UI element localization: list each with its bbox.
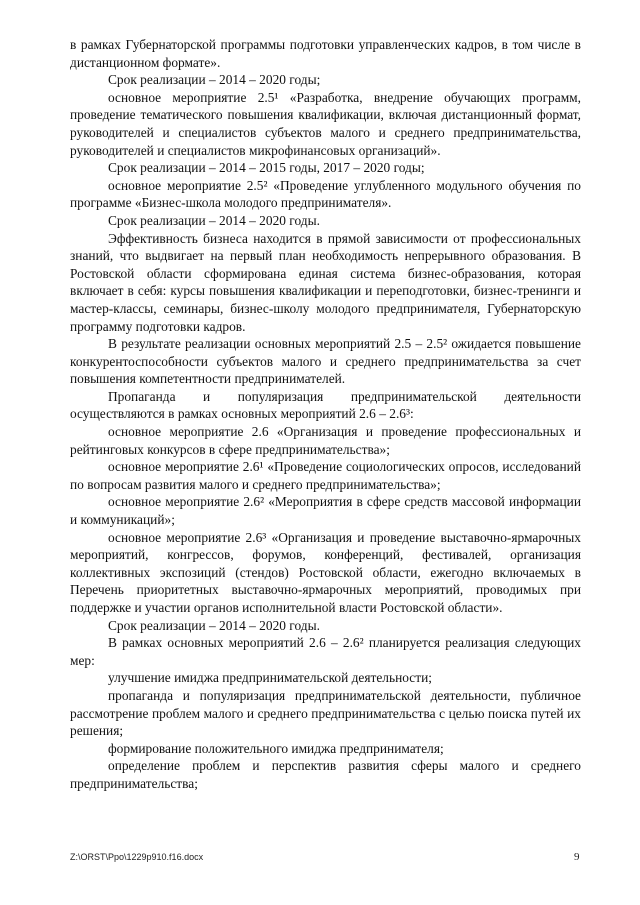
paragraph: формирование положительного имиджа предпринимателя; <box>108 740 444 756</box>
paragraph: улучшение имиджа предпринимательской деятельности; <box>108 670 432 686</box>
paragraph: основное мероприятие 2.5² «Проведение углубленного модульного обучения по программе «Бизнес-школа молодого предпринимателя». <box>70 177 581 211</box>
paragraph: основное мероприятие 2.6 «Организация и проведение профессиональных и рейтинговых конкурсов в сфере предпринимательства»; <box>70 424 581 457</box>
paragraph: Эффективность бизнеса находится в прямой зависимости от профессиональных знаний, что выдвигает на первый план необходимость непрерывного образования. В Ростовской области сформирована единая система бизнес-образования, которая включает в себя: курсы повышения квалификации и переподготовки, бизнес-тренинги и мастер-классы, семинары, бизнес-школу молодого предпринимателя, Губернаторскую программу подготовки кадров. <box>70 230 581 334</box>
paragraph: основное мероприятие 2.6³ «Организация и проведение выставочно-ярмарочных мероприятий, конгрессов, форумов, конференций, фестивалей, организация коллективных экспозиций (стендов) Ростовской области, ежегодно включаемых в Перечень приоритетных выставочно-ярмарочных мероприятий, проводимых при поддержке и участии органов исполнительной власти Ростовской области». <box>70 529 581 615</box>
paragraph: основное мероприятие 2.6¹ «Проведение социологических опросов, исследований по вопросам развития малого и среднего предпринимательства»; <box>70 459 581 492</box>
paragraph: определение проблем и перспектив развития сферы малого и среднего предпринимательства; <box>70 758 581 791</box>
paragraph: пропаганда и популяризация предпринимательской деятельности, публичное рассмотрение проблем малого и среднего предпринимательства с целью поиска путей их решения; <box>70 687 581 739</box>
page-number: 9 <box>574 851 580 863</box>
paragraph: основное мероприятие 2.6² «Мероприятия в сфере средств массовой информации и коммуникаций»; <box>70 494 581 528</box>
document-body <box>70 36 581 793</box>
paragraph: Срок реализации – 2014 – 2020 годы. <box>108 212 320 228</box>
paragraph: В рамках основных мероприятий 2.6 – 2.6² планируется реализация следующих мер: <box>70 635 581 668</box>
paragraph: Срок реализации – 2014 – 2020 годы. <box>108 617 320 633</box>
paragraph: в рамках Губернаторской программы подготовки управленческих кадров, в том числе в дистанционном формате». <box>70 37 581 70</box>
paragraph: основное мероприятие 2.5¹ «Разработка, внедрение обучающих программ, проведение тематического повышения квалификации, включая дистанционный формат, руководителей и специалистов субъектов малого и среднего предпринимательства, руководителей и специалистов микрофинансовых организаций». <box>70 89 581 158</box>
footer-file-path: Z:\ORST\Ppo\1229p910.f16.docx <box>70 852 204 862</box>
paragraph: Пропаганда и популяризация предпринимательской деятельности осуществляются в рамках основных мероприятий 2.6 – 2.6³: <box>70 388 581 422</box>
paragraph: Срок реализации – 2014 – 2015 годы, 2017 – 2020 годы; <box>108 160 425 176</box>
paragraph: Срок реализации – 2014 – 2020 годы; <box>108 72 321 88</box>
paragraph: В результате реализации основных мероприятий 2.5 – 2.5² ожидается повышение конкурентоспособности субъектов малого и среднего предпринимательства за счет повышения компетентности предпринимателей. <box>70 336 581 387</box>
